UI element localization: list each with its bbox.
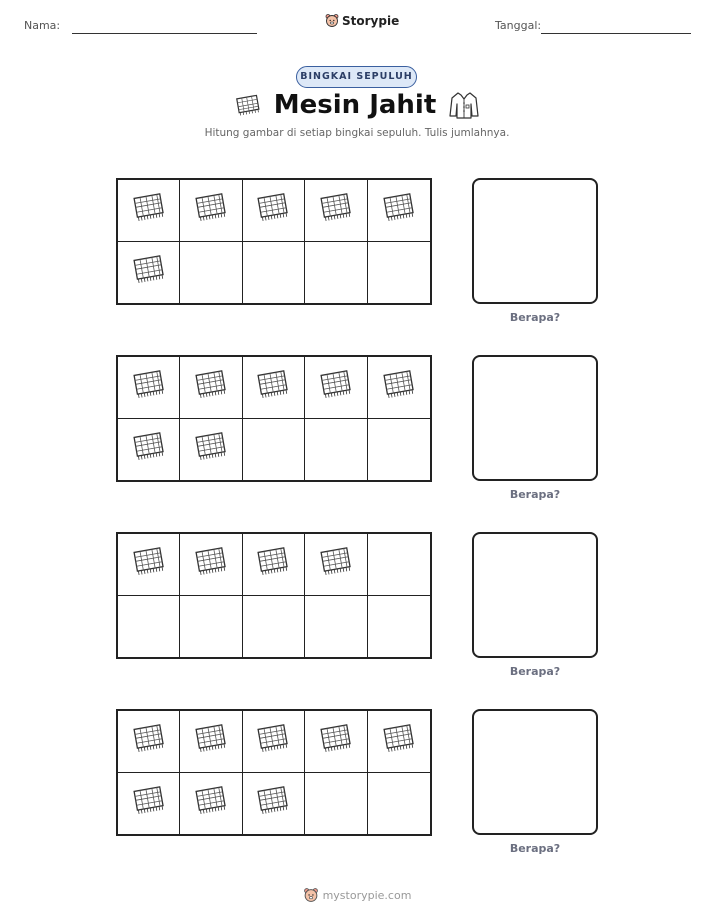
folded-fabric-icon — [130, 722, 168, 760]
ten-frame-1 — [116, 178, 432, 305]
folded-fabric-icon — [192, 191, 230, 229]
ten-frame-cell — [243, 711, 305, 773]
ten-frame-cell — [243, 773, 305, 835]
folded-fabric-icon — [130, 430, 168, 468]
ten-frame-cell — [118, 180, 180, 242]
brand-name: Storypie — [342, 13, 400, 28]
ten-frame-cell — [118, 711, 180, 773]
brand-logo — [325, 13, 399, 28]
ten-frame-cell — [305, 534, 367, 596]
folded-fabric-icon — [130, 368, 168, 406]
ten-frame-cell — [368, 773, 430, 835]
ten-frame-cell — [180, 711, 242, 773]
ten-frame-cell — [368, 534, 430, 596]
ten-frame-cell — [180, 534, 242, 596]
ten-frame-cell — [368, 242, 430, 304]
folded-fabric-icon — [192, 430, 230, 468]
ten-frame-cell — [118, 242, 180, 304]
ten-frame-cell — [118, 773, 180, 835]
folded-fabric-icon — [317, 191, 355, 229]
answer-box-2[interactable] — [472, 355, 598, 481]
footer-url: mystorypie.com — [322, 888, 412, 902]
name-line[interactable] — [72, 33, 257, 34]
folded-fabric-icon — [380, 368, 418, 406]
folded-fabric-icon — [254, 368, 292, 406]
date-line[interactable] — [541, 33, 691, 34]
bear-mascot-icon — [325, 13, 339, 28]
ten-frame-cell — [118, 534, 180, 596]
ten-frame-cell — [118, 357, 180, 419]
title-row — [0, 90, 714, 120]
ten-frame-cell — [305, 773, 367, 835]
ten-frame-cell — [243, 419, 305, 481]
ten-frame-2 — [116, 355, 432, 482]
folded-fabric-icon — [192, 368, 230, 406]
ten-frame-4 — [116, 709, 432, 836]
ten-frame-cell — [118, 596, 180, 658]
folded-fabric-icon — [254, 545, 292, 583]
folded-fabric-icon — [130, 784, 168, 822]
ten-frame-cell — [180, 242, 242, 304]
ten-frame-cell — [243, 596, 305, 658]
answer-label: Berapa? — [509, 665, 561, 678]
ten-frame-cell — [305, 357, 367, 419]
page-title: Mesin Jahit — [273, 90, 437, 120]
ten-frame-cell — [118, 419, 180, 481]
bear-mascot-icon — [303, 887, 319, 903]
ten-frame-cell — [305, 419, 367, 481]
answer-box-4[interactable] — [472, 709, 598, 835]
folded-fabric-icon — [317, 722, 355, 760]
folded-fabric-icon — [130, 545, 168, 583]
ten-frame-cell — [180, 773, 242, 835]
ten-frame-cell — [180, 357, 242, 419]
worksheet-type-badge: BINGKAI SEPULUH — [296, 66, 417, 88]
ten-frame-cell — [305, 711, 367, 773]
folded-fabric-icon — [254, 722, 292, 760]
answer-label: Berapa? — [509, 311, 561, 324]
ten-frame-cell — [180, 596, 242, 658]
folded-fabric-icon — [130, 191, 168, 229]
ten-frame-cell — [243, 242, 305, 304]
answer-label: Berapa? — [509, 842, 561, 855]
folded-fabric-icon — [380, 191, 418, 229]
folded-fabric-icon — [254, 191, 292, 229]
folded-fabric-icon — [317, 545, 355, 583]
ten-frame-cell — [305, 180, 367, 242]
folded-fabric-icon — [192, 784, 230, 822]
folded-fabric-icon — [192, 722, 230, 760]
folded-fabric-icon — [317, 368, 355, 406]
name-label: Nama: — [24, 19, 61, 32]
ten-frame-3 — [116, 532, 432, 659]
ten-frame-cell — [368, 596, 430, 658]
instructions: Hitung gambar di setiap bingkai sepuluh. Tulis jumlahnya. — [204, 127, 510, 139]
fabric-icon — [234, 93, 262, 117]
ten-frame-cell — [368, 357, 430, 419]
folded-fabric-icon — [380, 722, 418, 760]
answer-label: Berapa? — [509, 488, 561, 501]
ten-frame-cell — [368, 180, 430, 242]
ten-frame-cell — [243, 534, 305, 596]
folded-fabric-icon — [192, 545, 230, 583]
answer-box-3[interactable] — [472, 532, 598, 658]
folded-fabric-icon — [254, 784, 292, 822]
ten-frame-cell — [243, 357, 305, 419]
ten-frame-cell — [368, 419, 430, 481]
ten-frame-cell — [305, 596, 367, 658]
ten-frame-cell — [180, 180, 242, 242]
ten-frame-cell — [180, 419, 242, 481]
footer — [0, 887, 714, 903]
ten-frame-cell — [368, 711, 430, 773]
shirt-icon — [448, 90, 480, 120]
ten-frame-cell — [243, 180, 305, 242]
ten-frame-cell — [305, 242, 367, 304]
folded-fabric-icon — [130, 253, 168, 291]
date-label: Tanggal: — [495, 19, 542, 32]
answer-box-1[interactable] — [472, 178, 598, 304]
